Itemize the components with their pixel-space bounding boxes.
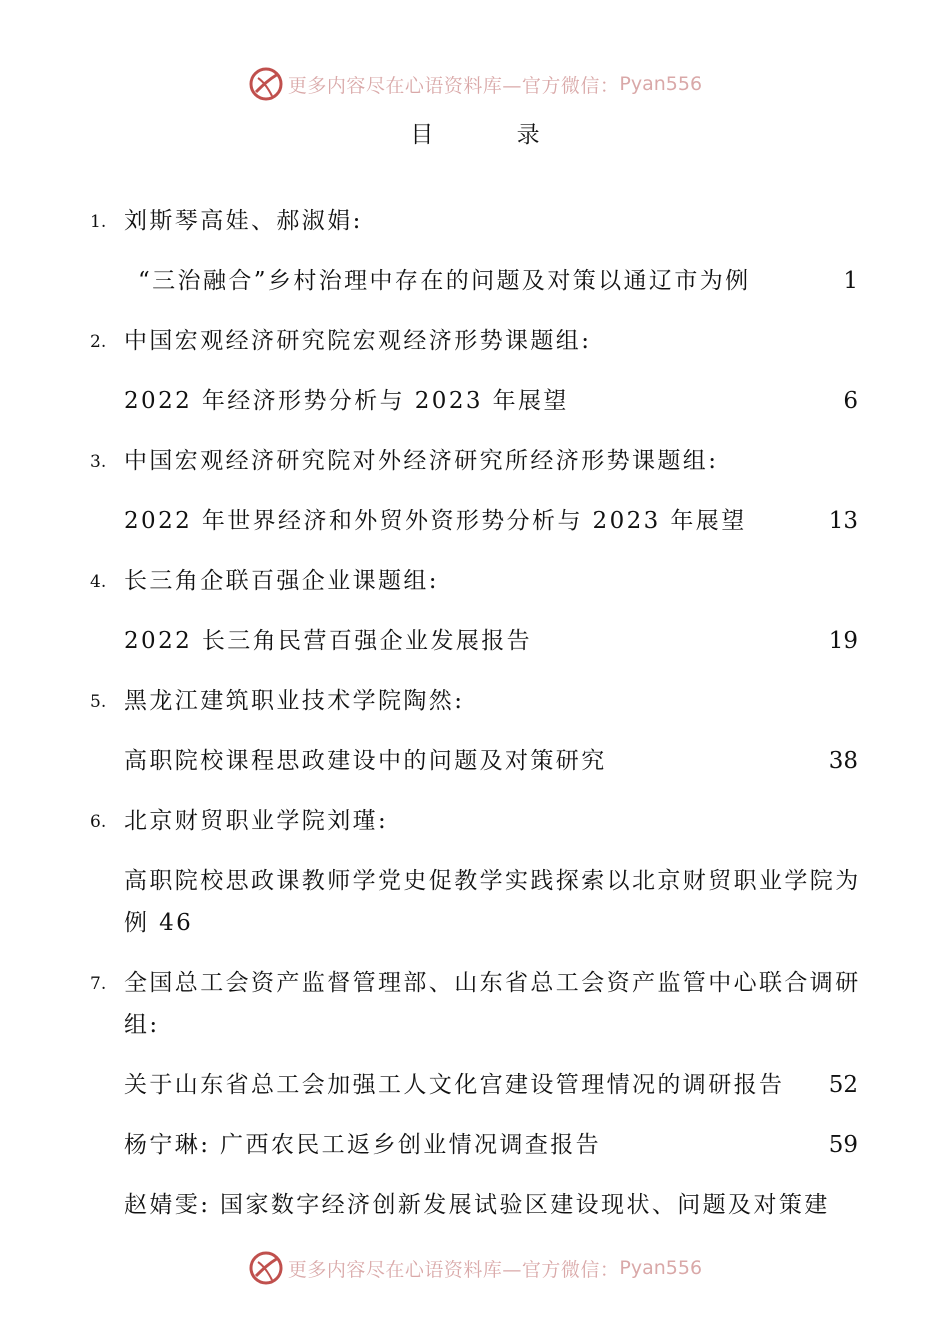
- entry-page: 52: [828, 1072, 858, 1098]
- entry-number: 3.: [90, 452, 107, 472]
- entry-title: 赵婧雯: 国家数字经济创新发展试验区建设现状、问题及对策建: [124, 1192, 830, 1218]
- toc-entry-8: [0, 1124, 950, 1166]
- entry-page: 19: [828, 628, 858, 654]
- entry-author: 长三角企联百强企业课题组:: [124, 568, 439, 594]
- toc-link-1[interactable]: [124, 260, 866, 302]
- entry-title: 高职院校思政课教师学党史促教学实践探索以北京财贸职业学院为例 46: [124, 868, 861, 936]
- entry-title: 杨宁琳: 广西农民工返乡创业情况调查报告: [124, 1132, 602, 1158]
- entry-page: 59: [828, 1132, 858, 1158]
- header-watermark: [0, 62, 950, 106]
- toc-link-9[interactable]: [124, 1184, 866, 1226]
- toc-entry-6: [0, 800, 950, 944]
- toc-link-5[interactable]: [124, 740, 866, 782]
- brush-logo-icon: [248, 66, 284, 102]
- entry-author: 中国宏观经济研究院对外经济研究所经济形势课题组:: [124, 448, 719, 474]
- footer-watermark: [0, 1246, 950, 1290]
- page-title: 目 录: [410, 122, 578, 148]
- toc-entry-7: [0, 962, 950, 1106]
- entry-number: 1.: [90, 212, 107, 232]
- table-of-contents: [0, 200, 950, 1244]
- entry-number: 2.: [90, 332, 107, 352]
- entry-page: 13: [828, 508, 858, 534]
- toc-link-2[interactable]: [124, 380, 866, 422]
- entry-page: 38: [828, 748, 858, 774]
- entry-author: 中国宏观经济研究院宏观经济形势课题组:: [124, 328, 592, 354]
- watermark-text: 更多内容尽在心语资料库—官方微信：: [287, 74, 620, 97]
- entry-page: 6: [843, 388, 858, 414]
- entry-author: 刘斯琴高娃、郝淑娟:: [124, 208, 363, 234]
- entry-page: 1: [843, 268, 858, 294]
- entry-number: 7.: [90, 974, 107, 994]
- toc-link-3[interactable]: [124, 500, 866, 542]
- watermark-wechat-id: Pyan556: [619, 1257, 703, 1279]
- toc-link-6[interactable]: [124, 860, 866, 944]
- entry-author: 北京财贸职业学院刘瑾:: [124, 808, 389, 834]
- entry-title: 2022 长三角民营百强企业发展报告: [124, 628, 533, 654]
- entry-title: 高职院校课程思政建设中的问题及对策研究: [124, 748, 607, 774]
- brush-logo-icon: [248, 1250, 284, 1286]
- entry-number: 6.: [90, 812, 107, 832]
- entry-author: 黑龙江建筑职业技术学院陶然:: [124, 688, 465, 714]
- toc-link-8[interactable]: [124, 1124, 866, 1166]
- toc-entry-2: [0, 320, 950, 422]
- watermark-wechat-id: Pyan556: [619, 73, 703, 95]
- entry-title: “三治融合”乡村治理中存在的问题及对策以通辽市为例: [138, 268, 751, 294]
- entry-title: 2022 年世界经济和外贸外资形势分析与 2023 年展望: [124, 508, 747, 534]
- watermark-text: 更多内容尽在心语资料库—官方微信：: [287, 1258, 620, 1281]
- toc-entry-3: [0, 440, 950, 542]
- entry-title: 关于山东省总工会加强工人文化宫建设管理情况的调研报告: [124, 1072, 785, 1098]
- toc-entry-1: [0, 200, 950, 302]
- toc-entry-5: [0, 680, 950, 782]
- toc-entry-4: [0, 560, 950, 662]
- toc-entry-9: [0, 1184, 950, 1226]
- toc-link-7[interactable]: [124, 1064, 866, 1106]
- entry-number: 5.: [90, 692, 107, 712]
- entry-author: 全国总工会资产监督管理部、山东省总工会资产监管中心联合调研组:: [124, 970, 861, 1038]
- entry-title: 2022 年经济形势分析与 2023 年展望: [124, 388, 569, 414]
- toc-link-4[interactable]: [124, 620, 866, 662]
- entry-number: 4.: [90, 572, 107, 592]
